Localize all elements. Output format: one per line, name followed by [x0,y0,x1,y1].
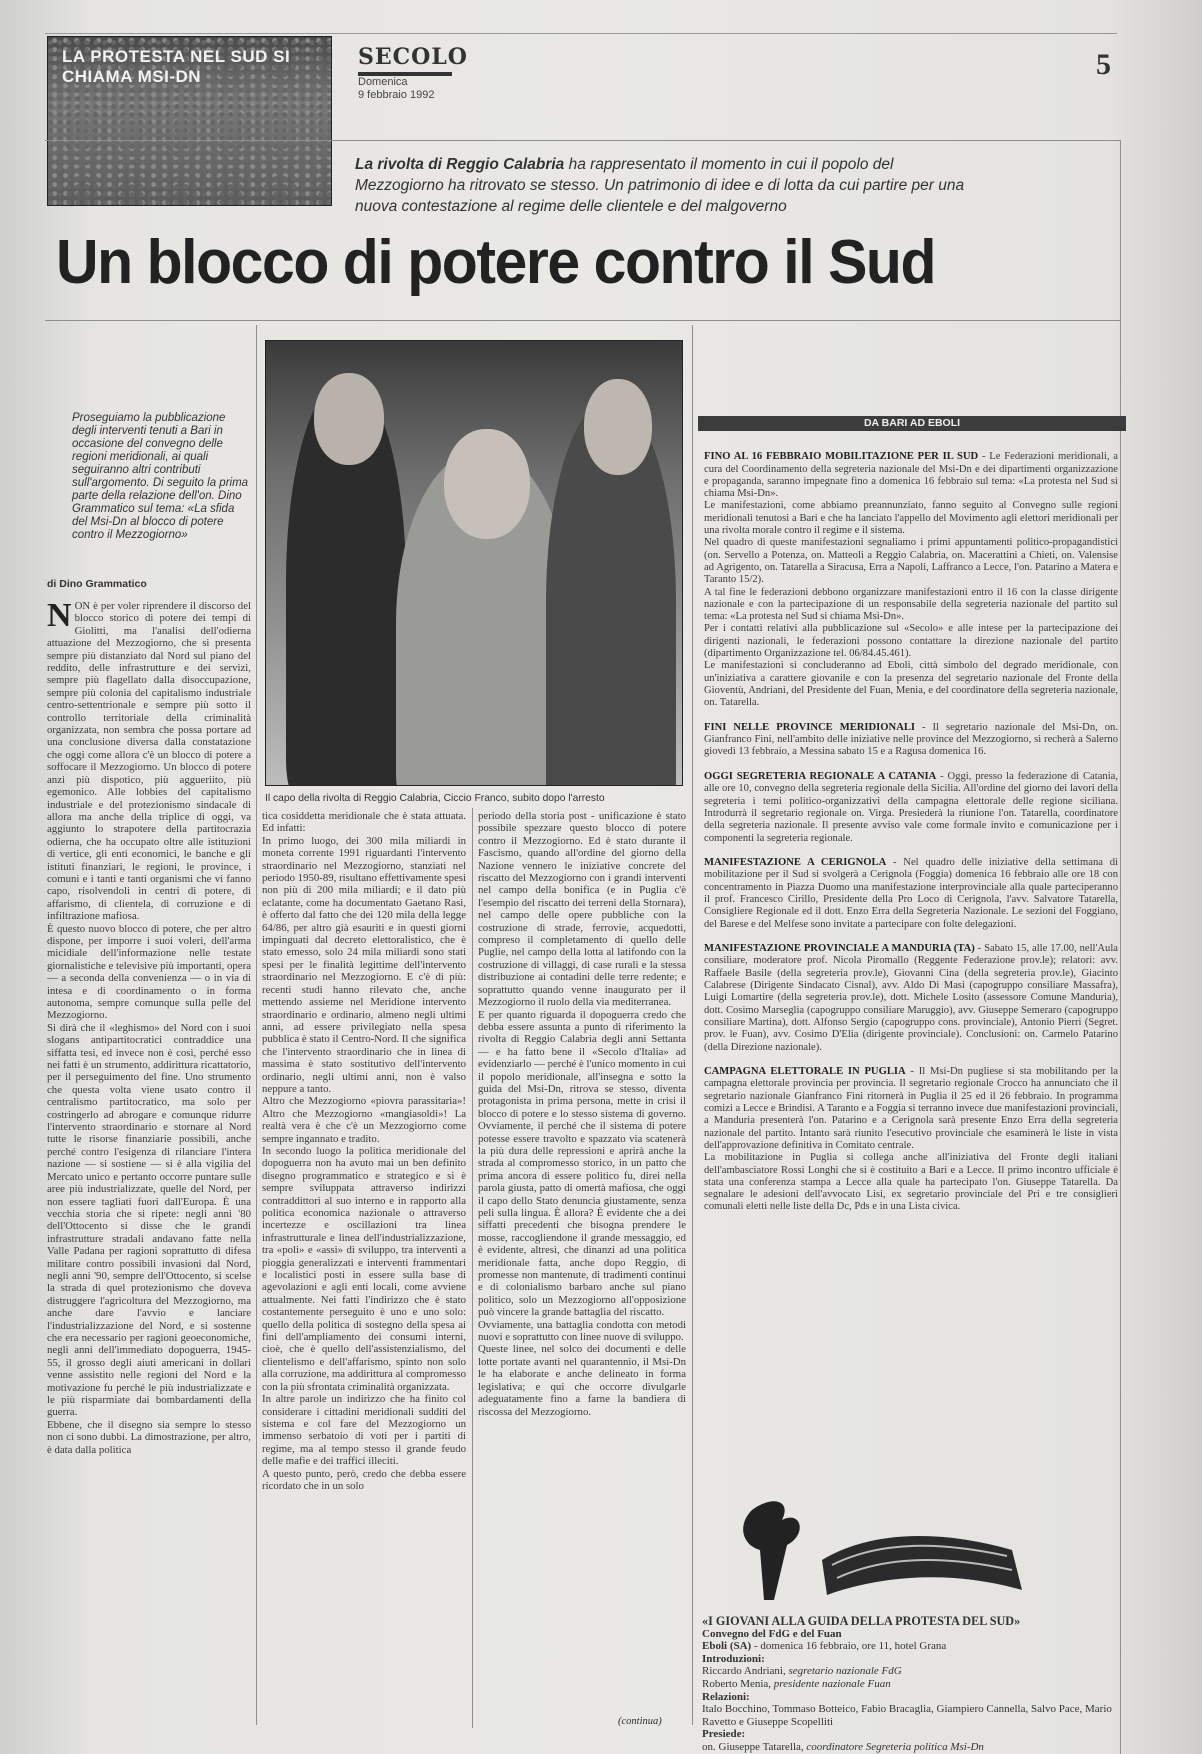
deck-top-rule [45,140,1120,141]
sidebar-kicker: FINO AL 16 FEBBRAIO MOBILITAZIONE PER IL SUD [704,451,979,463]
promo-speaker-1: Riccardo Andriani, [702,1665,786,1678]
right-border-rule [1120,140,1121,1754]
sidebar-text: - Sabato 15, alle 17.00, nell'Aula consiliare, moderatore prof. Nicola Piromallo (Reggente Federazione prov.le); relatori: avv. Raffaele Basile (della segreteria prov.le), Giovanni Cina (della segreteria prov.le), Giacinto Calabrese (Dirigente Sindacato Cisnal), avv. Aldo Di Masi (capogruppo consiliare Massafra), Luigi Lomartire (della segreteria prov.le), dott. Michele Losito (assessore Comune Manduria), dott. Cosimo Marseglia (capogruppo consiliare Maruggio), avv. Giuseppe Semeraro (capogruppo consiliare Martina), dott. Alfonso Sergio (capogruppo cons. provinciale), Antonio Pierri (Segret. prov. le Fuan), avv. Cosimo D'Elia (dirigente provinciale). Conclusioni: on. Carmelo Patarino (della Direzione nazionale). [704,943,1118,1053]
sidebar-kicker: MANIFESTAZIONE A CERIGNOLA [704,857,887,869]
man-left-face [314,373,384,465]
deck-text: ha rappresentato il momento in cui il popolo del Mezzogiorno ha ritrovato se stesso. Un patrimonio di idee e di lotta da cui partire per una nuova contestazione al regime delle clientele e del malgoverno [355,156,965,215]
dropcap: N [47,600,72,634]
byline: di Dino Grammatico [47,578,147,590]
promo-relatori: Italo Bocchino, Tommaso Botteico, Fabio Bracaglia, Giampiero Cannella, Salvo Pace, Mario Ravetto e Giuseppe Scopelliti [702,1703,1112,1728]
sidebar-kicker: OGGI SEGRETERIA REGIONALE A CATANIA [704,771,937,783]
sidebar-header: DA BARI AD EBOLI [698,416,1126,431]
promo-intro-label: Introduzioni: [702,1652,765,1665]
sidebar-item [704,1066,1118,1214]
masthead [358,44,468,102]
man-right-face [584,379,652,475]
headline-rule [45,320,1120,321]
top-rule [45,33,1117,34]
sidebar-text: - Nel quadro delle iniziative della settimana di mobilitazione per il Sud si svolgerà a Cerignola (Foggia) domenica 16 febbraio alle ore 18 con concentramento in Piazza Duomo una manifestazione interprovinciale alla quale parteciperanno il prof. Francesco Cirillo, Presidente della Pro Loco di Cerignola, l'avv. Salvatore Tatarella, Consigliere Regionale ed il dott. Enzo Erra della Segreteria Nazionale. Le sezioni del Foggiano, del Barese e del Melfese sono invitate a partecipare con folte delegazioni. [704,857,1118,930]
deck-lead: La rivolta di Reggio Calabria [355,156,565,173]
sidebar-text: - Le Federazioni meridionali, a cura del Coordinamento della segreteria nazionale del Msi-Dn e dei dipartimenti organizzazione e propaganda, saranno impegnate fino a domenica 16 febbraio sul tema: «La protesta nel Sud si chiama Msi-Dn». Le manifestazioni, come abbiamo preannunziato, fanno seguito al Convegno sulle regioni meridionali tenutosi a Bari e che ha lanciato l'appello del Movimento agli elettori meridionali per una rivolta morale contro il regime e il sistema. Nel quadro di queste manifestazioni segnaliamo i primi appuntamenti politico-propagandistici (on. Servello a Potenza, on. Matteoli a Reggio Calabria, on. Macerattini a Chieti, on. Valensise ad Agrigento, on. Tatarella a Siracusa, Erra a Napoli, Laffranco a Lecce, l'on. Patarino a Matera e Taranto 15/2). A tal fine le federazioni debbono organizzare manifestazioni entro il 16 con la classe dirigente nazionale e con la partecipazione di un responsabile della segreteria nazionale del partito sul tema: «La protesta nel Sud si chiama Msi-Dn». Per i contatti relativi alla pubblicazione sul «Secolo» e alle intese per la partecipazione dei dirigenti nazionali, le federazioni possono contattare la direzione nazionale del partito (dipartimento Organizzazione tel. 06/84.45.461). Le manifestazioni si concluderanno ad Eboli, città simbolo del degrado meridionale, con un'iniziativa a carattere giovanile e con la presenza del segretario nazionale del Fronte della Gioventù, Andriani, del Presidente del Fuan, Menia, e del coordinatore della segreteria nazionale, on. Tatarella. [704,451,1118,709]
column-rule-2 [472,808,473,1728]
headline: Un blocco di potere contro il Sud [56,228,936,297]
promo-subtitle: Convegno del FdG e del Fuan [702,1627,842,1640]
sidebar-text: - Il segretario nazionale del Msi-Dn, on. Gianfranco Fini, nell'ambito delle iniziative nelle province del Mezzogiorno, si recherà a Salerno giovedì 13 febbraio, a Messina sabato 15 e a Ragusa domenica 16. [704,721,1118,758]
banner-crowd-photo [47,36,332,206]
promo-president-role: coordinatore Segreteria politica Msi-Dn [803,1740,984,1753]
article-column-2: tica cosiddetta meridionale che è stata attuata. Ed infatti: In primo luogo, dei 300 mila miliardi in moneta corrente 1991 riguardanti l'intervento straordinario nel Mezzogiorno, stanziati nel periodo 1950-89, risultano effettivamente spesi non più di 200 mila miliardi; e il dato più eclatante, come ha documentato Gaetano Rasi, è offerto dal fatto che dei 120 mila della legge 64/86, per altro già esauriti e in questi giorni impinguati dal decreto elettoralistico, che è stato emesso, solo 24 mila miliardi sono stati spesi per le finalità legittime dell'intervento straordinario nel Mezzogiorno. E c'è di più: recenti studi hanno rilevato che, anche mettendo assieme nel Meridione intervento straordinario e ordinario, almeno negli ultimi anni, ad essere privilegiato nella spesa pubblica è stato il Centro-Nord. Il che significa che l'intervento straordinario che in linea di massima è stato sostitutivo dell'intervento ordinario, negli ultimi anni, non è valso neppure a tanto. Altro che Mezzogiorno «piovra parassitaria»! Altro che Mezzogiorno «mangiasoldi»! La realtà vera è che c'è un Mezzogiorno come sempre ingannato e tradito. In secondo luogo la politica meridionale del dopoguerra non ha avuto mai un ben definito disegno programmatico e strategico e si è sempre sviluppata attraverso indirizzi contraddittori al suo interno e in rapporto alla politica economica nazionale o attraverso incertezze e oscillazioni tra linea infrastrutturale e linea dell'industrializzazione, tra «poli» e «assi» di sviluppo, tra interventi a pioggia generalizzati e interventi frammentari e localistici posti in essere sulla base di agevolazioni e agli enti locali, come avviene attualmente. Nei fatti l'indirizzo che è stato costantemente perseguito è uno e uno solo: quello della politica di sostegno della spesa ai fini dell'ampliamento dei consumi interni, cioè, che è quello dell'assistenzialismo, del clientelismo e dell'affarismo, spinto non solo alla corruzione, ma addirittura al compromesso con la più sfrontata criminalità organizzata. In altre parole un indirizzo che ha finito col considerare i cittadini meridionali sudditi del sistema e col fare del Mezzogiorno un immenso serbatoio di voti per i partiti di regime, ma al tempo stesso il grande feudo delle mafie e dei traffici illeciti. A questo punto, però, credo che debba essere ricordato che in un solo [262,810,466,1492]
masthead-day: Domenica [358,76,408,88]
arrest-photo [265,340,683,786]
column-1-text: ON è per voler riprendere il discorso del blocco storico di potere dei tempi di Giolitti, ma l'analisi dell'odierna attuazione del Mezzogiorno, che si presenta sempre più distanziato dal Nord sul piano del reddito, delle infrastrutture e dei servizi, sempre più flagellato dalla disoccupazione, sempre più colonia del capitalismo industriale centro-settentrionale e sempre più sotto il controllo territoriale della criminalità organizzata, non sembra che possa portare ad una conclusione diversa dalla constatazione che oggi come allora c'è un blocco di potere a soffocare il Mezzogiorno. Un blocco di potere anzi più dispotico, più aggueriito, più egemonico. Alle lobbies del capitalismo industriale e del protezionismo sindacale di allora ma anche della triplice di oggi, va aggiunto lo strapotere della partitocrazia odierna, che ha occupato oltre alle istituzioni di vertice, gli enti economici, le banche e gli istituti finanziari, le regioni, le province, i comuni e i tanti e tanti organismi che vi fanno capo, risolvendoli in centri di potere, di affarismo, di clientela, di corruzione e di infiltrazione mafiosa. È questo nuovo blocco di potere, che per altro dispone, per imporre i suoi voleri, dell'arma micidiale dell'informazione nelle testate giornalistiche e televisive più importanti, opera — a seconda della convenienza — o in via di intesa e di coordinamento o in forma autonoma, sempre comunque sulla pelle del Mezzogiorno. Si dirà che il «leghismo» del Nord con i suoi slogans antipartitocratici contraddice una siffatta tesi, ed invece non è così, perché esso nei fatti è un strumento, addirittura ricattatorio, per il perseguimento del fine. Uno strumento che questa volta viene usato contro il centralismo partitocratico, ma solo per costringerlo ad abrogare e comunque ridurre l'intervento straordinario e stornare al Nord tutte le risorse finanziarie possibili, anche perché contro l'esigenza di rilanciare l'intera nazione — si sostiene — si è alla vigilia del Mercato unico e pertanto occorre puntare sulle aree più industrializzate, quelle del Nord, per non essere tagliati fuori dall'Europa. È una vecchia storia che si ripete: negli anni '80 dell'Ottocento si disse che le grandi infrastrutture stradali andavano fatte nella Valle Padana per ragioni soprattutto di difesa militare contro possibili invasioni dal Nord, negli anni '90, sempre dell'Ottocento, si scelse la strada di quel protezionismo che doveva distruggere l'agricoltura del Mezzogiorno, ma anche dare l'avvio e lanciare l'industrializzazione del Nord, e si sostenne che era necessario per ragioni geoeconomiche, negli anni dell'immediato dopoguerra, 1945-55, il grosso degli aiuti americani in dollari venne assistito nelle regioni del Nord e la motivazione fu perché le più industrializzate e le più risparmiate dai bombardamenti della guerra. Ebbene, che il disegno sia sempre lo stesso non ci sono dubbi. La dimostrazione, per altro, è data dalla politica [47,600,251,1456]
sidebar-kicker: CAMPAGNA ELETTORALE IN PUGLIA [704,1066,906,1078]
promo-when: - domenica 16 febbraio, ore 11, hotel Grana [751,1640,947,1653]
promo-presiede-label: Presiede: [702,1728,746,1741]
page-number: 5 [1096,48,1111,81]
continua-label: (continua) [618,1716,662,1727]
man-center-face [444,429,530,539]
masthead-date: 9 febbraio 1992 [358,89,435,101]
torch-flame-icon [743,1501,800,1600]
column-rule-3 [692,325,693,1725]
sidebar-item [704,451,1118,709]
promo-speaker-1-role: segretario nazionale FdG [785,1665,902,1678]
sidebar-kicker: FINI NELLE PROVINCE MERIDIONALI [704,721,916,733]
promo-place: Eboli (SA) [702,1640,752,1653]
sidebar-text: - Oggi, presso la federazione di Catania, alle ore 10, convegno della segreteria regionale della Sicilia. All'ordine del giorno dei lavori della segreteria i temi politico-organizzativi della campagna elettorale delle regione siciliana. Introdurrà il segretario regionale on. Virga. Presiederà la riunione l'on. Tatarella, coordinatore della segreteria nazionale. Il presente avviso vale come formale invito e comunicazione per i componenti la segreteria regionale. [704,771,1118,844]
masthead-name: SECOLO [358,44,468,70]
sidebar-item [704,857,1118,931]
sidebar-item [704,722,1118,759]
sidebar-news [704,439,1118,1479]
promo-speaker-2-role: presidente nazionale Fuan [771,1677,891,1690]
sidebar-item [704,943,1118,1054]
promo-relazioni-label: Relazioni: [702,1690,750,1703]
torch-book-illustration [712,1490,1072,1610]
column-rule-1 [256,325,257,1725]
promo-speaker-2: Roberto Menia, [702,1677,772,1690]
banner-title: LA PROTESTA NEL SUD SI CHIAMA MSI-DN [62,47,291,86]
sidebar-item [704,771,1118,845]
article-intro: Proseguiamo la pubblicazione degli interventi tenuti a Bari in occasione del convegno delle regioni meridionali, ai quali seguiranno altri contributi sull'argomento. Di seguito la prima parte della relazione dell'on. Dino Grammatico sul tema: «La sfida del Msi-Dn al blocco di potere contro il Mezzogiorno» [72,412,249,541]
promo-president: on. Giuseppe Tatarella, [702,1740,804,1753]
conference-promo [702,1615,1122,1754]
sidebar-text: - Il Msi-Dn pugliese si sta mobilitando per la campagna elettorale provincia per provincia. Il segretario regionale Crocco ha annunciato che il segretario nazionale Gianfranco Fini ritornerà in Puglia il 25 ed il 26 febbraio. In programma comizi a Lecce e Brindisi. A Taranto e a Foggia si terranno invece due manifestazioni provinciali, a Manduria presenterà l'on. Patarino e a Cerignola sarà presente Enzo Erra della segreteria nazionale del partito. Intanto sarà riunito l'esecutivo provinciale che esaminerà le liste in vista dell'approvazione definitiva in Comitato centrale. La mobilitazione in Puglia si collega anche all'iniziativa del Fronte degli italiani dell'ambasciatore Rossi Longhi che si è costituito a Bari e a Lecce. Il primo incontro ufficiale è stata una conferenza stampa a Lecce alla quale ha partecipato l'on. Giuseppe Tatarella. Da segnalare le adesioni dell'avvocato Lisi, ex segretario provinciale del Pri e tre consiglieri comunali eletti nelle liste della Dc, Pds e in una Lista civica. [704,1066,1118,1213]
article-column-3: periodo della storia post - unificazione è stato possibile spezzare questo blocco di potere contro il Mezzogiorno. Ed è stato durante il Fascismo, quando all'ordine del giorno della Nazione vennero le iniziative concrete del riscatto del Mezzogiorno con i grandi interventi nel campo della bonifica (e in Puglia c'è l'esempio del riscatto dei terreni della Stornara), nel campo delle opere pubbliche con la costruzione di strade, ferrovie, acquedotti, compreso il completamento di quello delle Puglie, nel campo della lotta al latifondo con la costruzione di villaggi, di case rurali e la stessa distribuzione ai contadini delle terre redente; e soprattutto quando venne inaugurato per il Mezzogiorno il ruolo della via mediterranea. E per quanto riguarda il dopoguerra credo che debba essere assunta a punto di riferimento la rivolta di Reggio Calabria degli anni Settanta — e ha fatto bene il «Secolo d'Italia» ad evidenziarlo — perché è l'unico momento in cui il popolo meridionale, all'insegna e sotto la guida del Msi-Dn, ritrova se stesso, diventa protagonista in prima persona, mette in crisi il blocco di potere e lo stesso sistema di governo. Ovviamente, il perché che il sistema di potere potesse essere travolto e spazzato via scatenerà la più dura delle repressioni e aprirà anche la strada al compromesso storico, in un patto che prima ancora di essere politico fu, direi nella parola giusta, patto di omertà mafiosa, che oggi il capo dello Stato denuncia giustamente, senza peli sulla lingua. È allora? È evidente che a dei siffatti precedenti che bisogna prendere le mosse, raccogliendone il grande messaggio, ed è evidente, altresì, che dinanzi ad una politica meridionale fatta, anche dopo Reggio, di promesse non mantenute, di tradimenti continui e di colonialismo barbaro anche sul piano politico, solo un Mezzogiorno all'opposizione può vincere la grande battaglia del riscatto. Ovviamente, una battaglia condotta con metodi nuovi e soprattutto con linee nuove di sviluppo. Queste linee, nel solco dei documenti e delle lotte portate avanti nel quarantennio, il Msi-Dn le ha elaborate e anche delineato in forma legislativa; e qui che occorre divulgarle adeguatamente fino a farne la bandiera di riscossa del Mezzogiorno. [478,810,686,1418]
promo-title: «I GIOVANI ALLA GUIDA DELLA PROTESTA DEL SUD» [702,1614,1021,1628]
sidebar-kicker: MANIFESTAZIONE PROVINCIALE A MANDURIA (TA) [704,943,975,955]
article-deck [355,154,975,217]
photo-caption: Il capo della rivolta di Reggio Calabria, Ciccio Franco, subito dopo l'arresto [265,793,605,804]
article-column-1 [47,600,251,1720]
